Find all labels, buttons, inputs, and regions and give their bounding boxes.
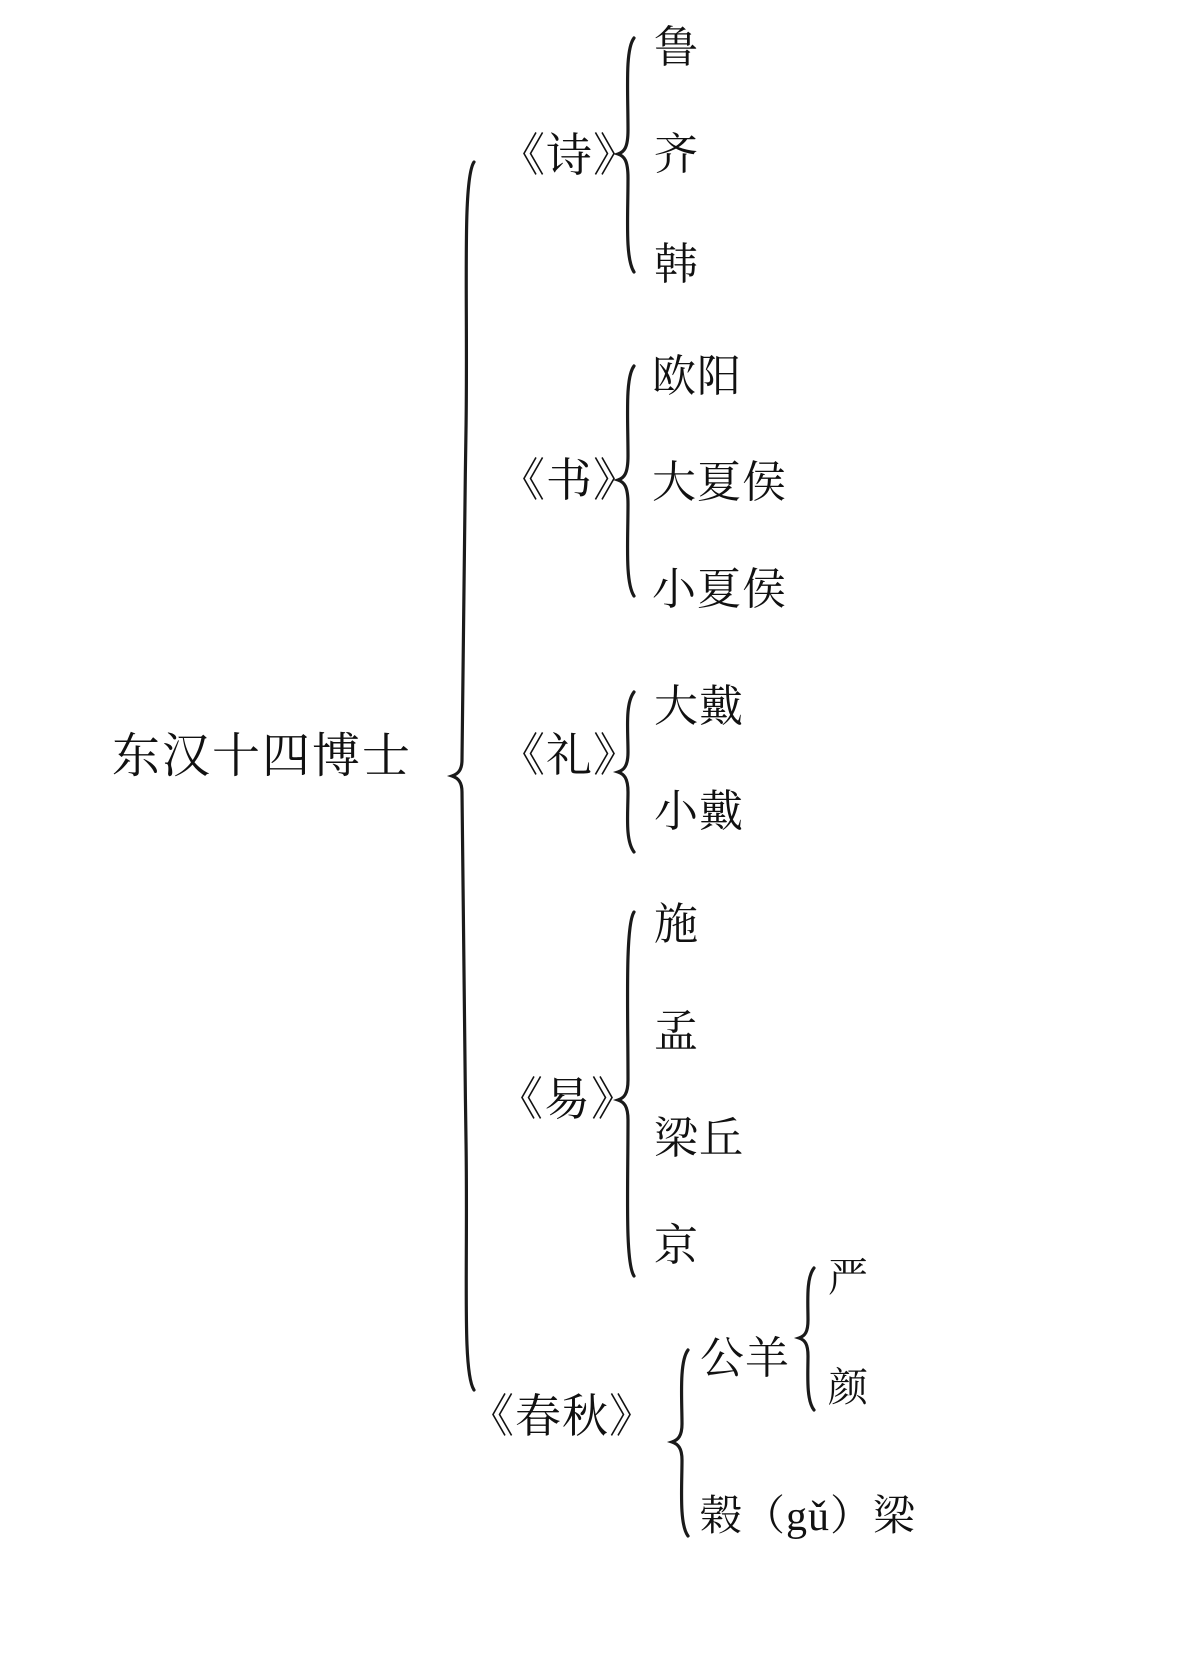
leaf-label-qi: 齐 xyxy=(654,130,699,179)
leaf-label-ouyang: 欧阳 xyxy=(652,352,742,401)
leaf-label-daxiahou: 大夏侯 xyxy=(652,458,787,507)
leaf-label-gongyang: 公羊 xyxy=(700,1334,790,1383)
branch-label-shu: 《书》 xyxy=(499,455,640,506)
leaf-label-meng: 孟 xyxy=(654,1007,699,1056)
branch-label-shi: 《诗》 xyxy=(499,130,640,181)
leaf-label-yan: 严 xyxy=(828,1255,869,1300)
leaf-label-dadai: 大戴 xyxy=(654,682,744,731)
leaf-label-guliang: 榖（gǔ）梁 xyxy=(700,1494,917,1540)
leaf-label-jing: 京 xyxy=(654,1221,699,1270)
leaf-label-shi: 施 xyxy=(654,900,699,949)
leaf-label-han: 韩 xyxy=(654,240,699,289)
branch-label-yi: 《易》 xyxy=(497,1074,638,1125)
leaf-label-liangqiu: 梁丘 xyxy=(654,1114,744,1163)
leaf-label-xiaodai: 小戴 xyxy=(654,787,744,836)
leaf-label-lu: 鲁 xyxy=(654,23,699,72)
branch-label-chunqiu: 《春秋》 xyxy=(468,1391,656,1442)
leaf-label-yanse: 颜 xyxy=(828,1365,869,1410)
leaf-label-xiaoxiahou: 小夏侯 xyxy=(652,565,787,614)
root-label: 东汉十四博士 xyxy=(112,730,413,783)
branch-label-li: 《礼》 xyxy=(499,730,640,781)
